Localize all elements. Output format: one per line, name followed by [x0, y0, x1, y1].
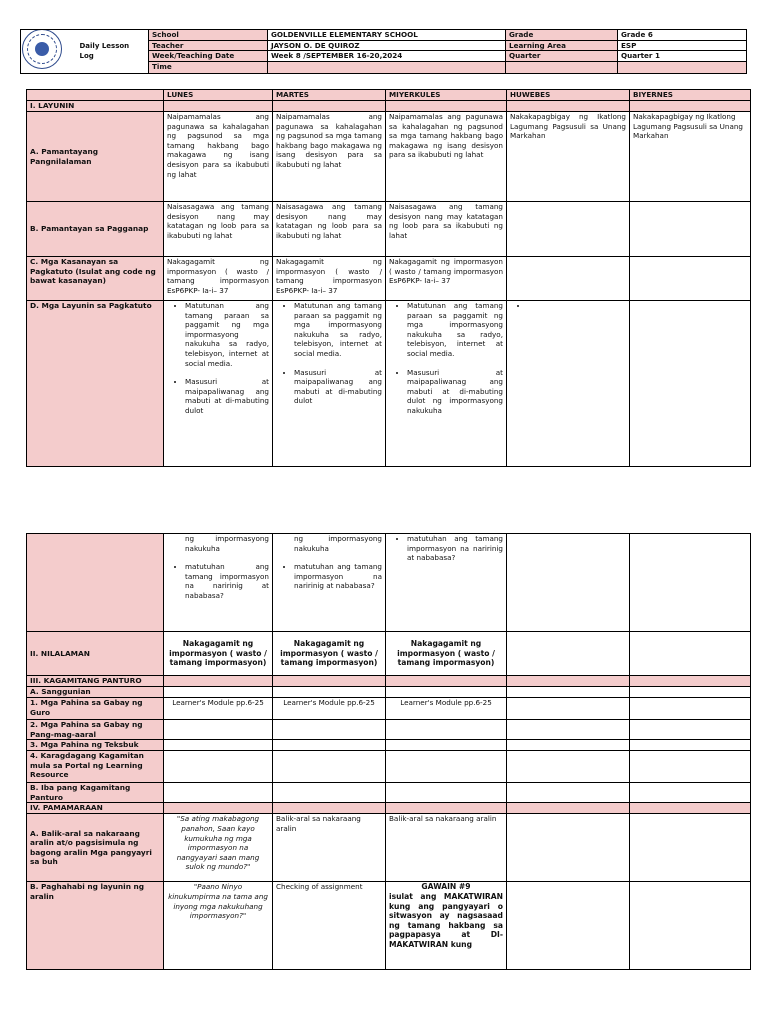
- gawain-title: GAWAIN #9: [421, 882, 471, 892]
- gabay-guro-martes: Learner's Module pp.6-25: [273, 698, 386, 720]
- teacher-value: JAYSON O. DE QUIROZ: [268, 40, 506, 51]
- layunin-martes-cont-text: ng impormasyong nakukuha: [294, 534, 382, 553]
- area-label: Learning Area: [506, 40, 618, 51]
- lesson-table-page1: [26, 89, 751, 467]
- lesson-table-page2: [26, 533, 751, 970]
- nilalaman-label: II. NILALAMAN: [27, 632, 164, 676]
- pamantayang-biyernes: Nakakapagbigay ng Ikatlong Lagumang Pagsusuli sa Unang Markahan: [630, 112, 751, 202]
- day-miyerkules: MIYERKULES: [386, 90, 507, 101]
- section-layunin-title: I. LAYUNIN: [27, 101, 164, 112]
- nilalaman-miyerkules: Nakagagamit ng impormasyon ( wasto / tamang impormasyon): [386, 632, 507, 676]
- layunin-lunes-bullet-2: • Masusuri at maipapaliwanag ang mabuti at di-mabuting dulot: [185, 377, 269, 415]
- layunin-huwebes-bullet: [528, 301, 626, 311]
- sanggunian-label: A. Sanggunian: [27, 687, 164, 698]
- day-huwebes: HUWEBES: [507, 90, 630, 101]
- layunin-miyerkules-bullet-1: • Matutunan ang tamang paraan sa paggamit ng mga impormasyong nakukuha sa radyo, telebisyon, internet at social media.: [407, 301, 503, 359]
- iba-pang-kagamitan-label: B. Iba pang Kagamitang Panturo: [27, 783, 164, 803]
- days-header-row: [27, 90, 751, 101]
- pamantayang-huwebes: Nakakapagbigay ng Ikatlong Lagumang Pagsusuli sa Unang Markahan: [507, 112, 630, 202]
- pamantayan-pagganap-label: B. Pamantayan sa Pagganap: [27, 202, 164, 257]
- layunin-martes-bullet-3: • matutuhan ang tamang impormasyon na naririnig at nababasa?: [294, 562, 382, 591]
- quarter-label: Quarter: [506, 51, 618, 62]
- layunin-martes-cont: [273, 534, 386, 632]
- gawain-text: isulat ang MAKATWIRAN kung ang pangyayari o sitwasyon ay nagsasaad ng tamang hakbang sa pagpapasya at DI-MAKATWIRAN kung: [389, 891, 503, 949]
- header-table: [20, 29, 747, 74]
- logo-cell: [21, 30, 77, 74]
- pamantayang-pangnilalaman-label: A. Pamantayang Pangnilalaman: [27, 112, 164, 202]
- week-value: Week 8 /SEPTEMBER 16-20,2024: [268, 51, 506, 62]
- pamantayang-miyerkules: Naipamamalas ang pagunawa sa kahalagahan ng pagsunod sa mga tamang hakbang bago makagawa ng isang desisyon para sa ikabubuti ng lahat: [386, 112, 507, 202]
- day-lunes: LUNES: [164, 90, 273, 101]
- gabay-mag-aaral-label: 2. Mga Pahina sa Gabay ng Pang-mag-aaral: [27, 720, 164, 740]
- quarter-value: Quarter 1: [618, 51, 747, 62]
- paghahabi-miyerkules: [386, 882, 507, 970]
- time-value: [268, 62, 506, 74]
- kagamitang-panturo-title: III. KAGAMITANG PANTURO: [27, 676, 164, 687]
- pamamaraan-title: IV. PAMAMARAAN: [27, 803, 164, 814]
- layunin-lunes-bullet-1: • Matutunan ang tamang paraan sa paggamit ng mga impormasyong nakukuha sa radyo, telebisyon, internet at social media.: [185, 301, 269, 368]
- pagganap-martes: Naisasagawa ang tamang desisyon nang may katatagan ng loob para sa ikabubuti ng lahat: [273, 202, 386, 257]
- day-martes: MARTES: [273, 90, 386, 101]
- teksbuk-label: 3. Mga Pahina ng Teksbuk: [27, 740, 164, 751]
- gabay-guro-lunes: Learner's Module pp.6-25: [164, 698, 273, 720]
- gabay-guro-label: 1. Mga Pahina sa Gabay ng Guro: [27, 698, 164, 720]
- grade-label: Grade: [506, 30, 618, 41]
- pamantayang-lunes: Naipamamalas ang pagunawa sa kahalagahan ng pagsunod sa mga tamang hakbang bago makagawa ng isang desisyon para sa ikabubuti ng lahat: [164, 112, 273, 202]
- school-label: School: [149, 30, 268, 41]
- layunin-martes-bullet-2: • Masusuri at maipapaliwanag ang mabuti at di-mabuting dulot: [294, 368, 382, 406]
- karagdagang-kagamitan-label: 4. Karagdagang Kagamitan mula sa Portal ng Learning Resource: [27, 751, 164, 783]
- layunin-lunes: [164, 301, 273, 467]
- header-title: Daily Lesson Log: [77, 30, 149, 74]
- balik-aral-lunes: "Sa ating makabagong panahon, Saan kayo kumukuha ng mga impormasyon na nangyayari saan mang sulok ng mundo?": [164, 814, 273, 882]
- pamantayang-martes: Naipamamalas ang pagunawa sa kahalagahan ng pagsunod sa mga tamang hakbang bago makagawa ng isang desisyon para sa ikabubuti ng lahat: [273, 112, 386, 202]
- kasanayan-martes: Nakagagamit ng impormasyon ( wasto / tamang impormasyon EsP6PKP- Ia-i– 37: [273, 257, 386, 301]
- paghahabi-martes: Checking of assignment: [273, 882, 386, 970]
- layunin-martes: [273, 301, 386, 467]
- time-label: Time: [149, 62, 268, 74]
- day-biyernes: BIYERNES: [630, 90, 751, 101]
- nilalaman-lunes: Nakagagamit ng impormasyon ( wasto / tamang impormasyon): [164, 632, 273, 676]
- layunin-miyerkules-bullet-3: • matutuhan ang tamang impormasyon na naririnig at nababasa?: [407, 534, 503, 563]
- layunin-continued-label: [27, 534, 164, 632]
- layunin-pagkatuto-label: D. Mga Layunin sa Pagkatuto: [27, 301, 164, 467]
- balik-aral-martes: Balik-aral sa nakaraang aralin: [273, 814, 386, 882]
- nilalaman-martes: Nakagagamit ng impormasyon ( wasto / tamang impormasyon): [273, 632, 386, 676]
- paghahabi-lunes: "Paano Ninyo kinukumpirma na tama ang inyong mga nakukuhang impormasyon?": [164, 882, 273, 970]
- layunin-miyerkules: [386, 301, 507, 467]
- layunin-lunes-cont: [164, 534, 273, 632]
- kasanayan-label: C. Mga Kasanayan sa Pagkatuto (Isulat ang code ng bawat kasanayan): [27, 257, 164, 301]
- corner-cell: [27, 90, 164, 101]
- paghahabi-label: B. Paghahabi ng layunin ng aralin: [27, 882, 164, 970]
- grade-value: Grade 6: [618, 30, 747, 41]
- week-label: Week/Teaching Date: [149, 51, 268, 62]
- area-value: ESP: [618, 40, 747, 51]
- layunin-lunes-cont-text: ng impormasyong nakukuha: [185, 534, 269, 553]
- pagganap-miyerkules: Naisasagawa ang tamang desisyon nang may katatagan ng loob para sa ikabubuti ng lahat: [386, 202, 507, 257]
- layunin-huwebes: [507, 301, 630, 467]
- time-fill-1: [506, 62, 618, 74]
- teacher-label: Teacher: [149, 40, 268, 51]
- kasanayan-miyerkules: Nakagagamit ng impormasyon ( wasto / tamang impormasyon EsP6PKP- Ia-i– 37: [386, 257, 507, 301]
- kasanayan-lunes: Nakagagamit ng impormasyon ( wasto / tamang impormasyon EsP6PKP- Ia-i– 37: [164, 257, 273, 301]
- layunin-miyerkules-cont: [386, 534, 507, 632]
- balik-aral-label: A. Balik-aral sa nakaraang aralin at/o pagsisimula ng bagong aralin Mga pangyayri sa buh: [27, 814, 164, 882]
- layunin-miyerkules-bullet-2: • Masusuri at maipapaliwanag ang mabuti at di-mabuting dulot ng impormasyong nakukuha: [407, 368, 503, 416]
- time-fill-2: [618, 62, 747, 74]
- pagganap-lunes: Naisasagawa ang tamang desisyon nang may katatagan ng loob para sa ikabubuti ng lahat: [164, 202, 273, 257]
- balik-aral-miyerkules: Balik-aral sa nakaraang aralin: [386, 814, 507, 882]
- layunin-martes-bullet-1: • Matutunan ang tamang paraan sa paggamit ng mga impormasyong nakukuha sa radyo, telebisyon, internet at social media.: [294, 301, 382, 359]
- layunin-lunes-bullet-3: • matutuhan ang tamang impormasyon na naririnig at nababasa?: [185, 562, 269, 600]
- gabay-guro-miyerkules: Learner's Module pp.6-25: [386, 698, 507, 720]
- school-value: GOLDENVILLE ELEMENTARY SCHOOL: [268, 30, 506, 41]
